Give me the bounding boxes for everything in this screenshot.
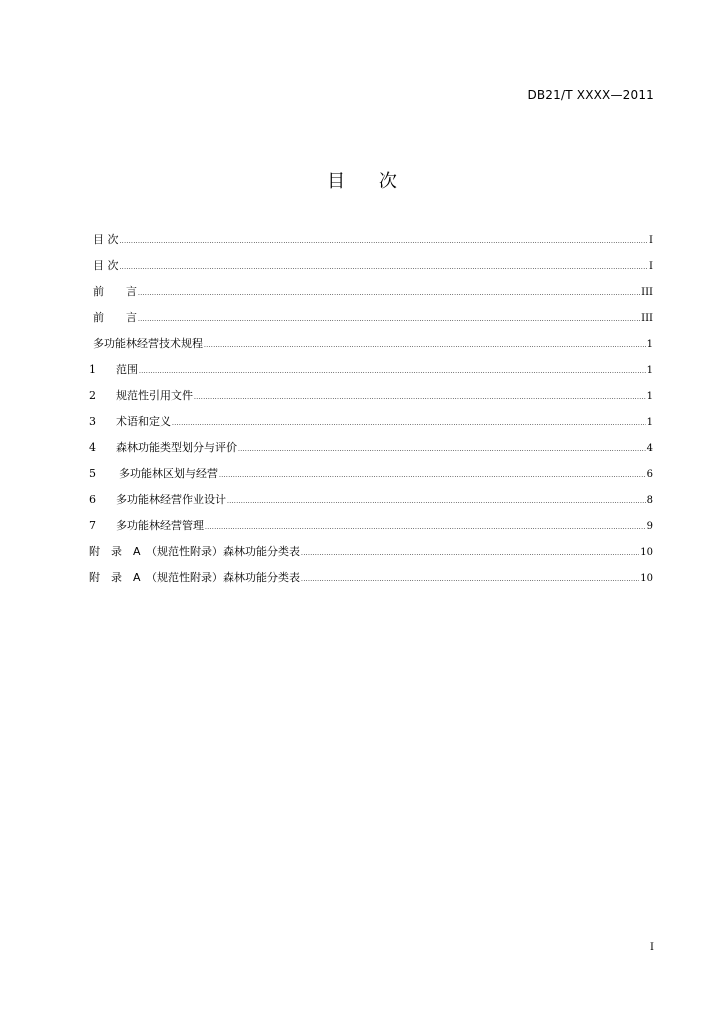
toc-entry-page: 1 (646, 391, 653, 402)
toc-entry-appendix-a-1[interactable] (89, 543, 653, 569)
toc-leader-dots (205, 519, 646, 537)
toc-entry-page: III (641, 287, 653, 298)
toc-entry-section-3[interactable] (89, 413, 653, 439)
toc-entry-page: I (649, 261, 653, 272)
toc-leader-dots (120, 259, 649, 277)
toc-title: 目 次 (327, 171, 411, 192)
toc-entry-label: 前 言 (93, 285, 137, 298)
toc-entry-number: 4 (89, 441, 96, 454)
toc-leader-dots (238, 441, 646, 459)
standard-code: DB21/T XXXX—2011 (527, 88, 654, 102)
toc-entry-foreword-1[interactable] (89, 283, 653, 309)
toc-leader-dots (227, 493, 646, 511)
toc-entry-section-4[interactable] (89, 439, 653, 465)
toc-entry-page: 10 (640, 547, 653, 558)
toc-leader-dots (194, 389, 646, 407)
toc-entry-section-6[interactable] (89, 491, 653, 517)
toc-entry-main-title[interactable] (89, 335, 653, 361)
toc-entry-label: 多功能林经营作业设计 (116, 493, 226, 506)
toc-entry-page: 8 (646, 495, 653, 506)
toc-leader-dots (138, 285, 640, 303)
toc-entry-number: 6 (89, 493, 96, 506)
page-number: I (650, 942, 654, 953)
toc-entry-label: 森林功能类型划分与评价 (116, 441, 237, 454)
toc-entry-page: I (649, 235, 653, 246)
toc-entry-contents-2[interactable] (89, 257, 653, 283)
toc-entry-section-5[interactable] (89, 465, 653, 491)
toc-entry-number: 3 (89, 415, 96, 428)
toc-entry-contents-1[interactable] (89, 231, 653, 257)
toc-leader-dots (138, 311, 640, 329)
toc-entry-section-7[interactable] (89, 517, 653, 543)
toc-entry-section-2[interactable] (89, 387, 653, 413)
toc-entry-number: 5 (89, 467, 96, 480)
toc-entry-label: 前 言 (93, 311, 137, 324)
toc-entry-label: 目 次 (93, 233, 119, 246)
toc-entry-number: 7 (89, 519, 96, 532)
toc-leader-dots (120, 233, 649, 251)
toc-entry-page: 6 (646, 469, 653, 480)
toc-leader-dots (172, 415, 646, 433)
toc-entry-foreword-2[interactable] (89, 309, 653, 335)
toc-entry-page: 1 (646, 339, 653, 350)
toc-entry-page: 1 (646, 417, 653, 428)
toc-entry-label: 附 录 A （规范性附录）森林功能分类表 (89, 545, 301, 558)
toc-entry-appendix-a-2[interactable] (89, 569, 653, 595)
toc-entry-page: 10 (640, 573, 653, 584)
toc-entry-number: 1 (89, 363, 96, 376)
toc-entry-label: 多功能林区划与经营 (119, 467, 218, 480)
toc-entry-label: 术语和定义 (116, 415, 171, 428)
toc-leader-dots (219, 467, 646, 485)
toc-list (89, 231, 653, 595)
toc-entry-label: 范围 (116, 363, 138, 376)
toc-entry-page: 1 (646, 365, 653, 376)
toc-entry-label: 目 次 (93, 259, 119, 272)
toc-entry-number: 2 (89, 389, 96, 402)
toc-entry-section-1[interactable] (89, 361, 653, 387)
toc-entry-page: III (641, 313, 653, 324)
toc-leader-dots (139, 363, 646, 381)
toc-entry-label: 多功能林经营管理 (116, 519, 204, 532)
toc-entry-label: 规范性引用文件 (116, 389, 193, 402)
toc-entry-label: 附 录 A （规范性附录）森林功能分类表 (89, 571, 301, 584)
toc-leader-dots (301, 571, 639, 589)
toc-leader-dots (301, 545, 639, 563)
toc-leader-dots (204, 337, 646, 355)
toc-entry-label: 多功能林经营技术规程 (93, 337, 203, 350)
toc-entry-page: 4 (646, 443, 653, 454)
toc-entry-page: 9 (646, 521, 653, 532)
